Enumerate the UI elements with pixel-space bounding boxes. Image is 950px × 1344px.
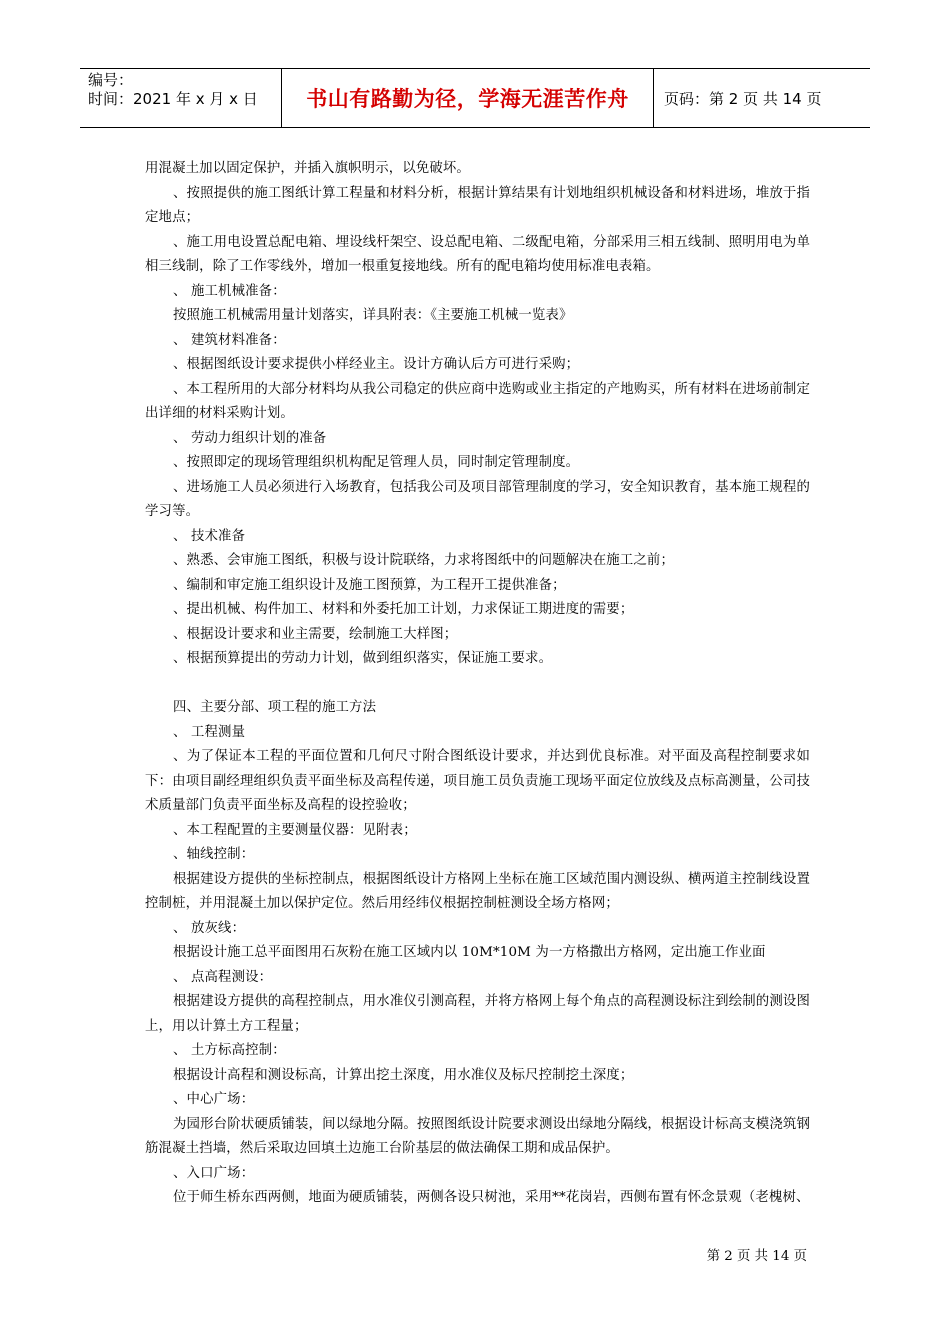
header-page-number: 页码：第 2 页 共 14 页: [664, 89, 822, 108]
body-paragraph: 为园形台阶状硬质铺装，间以绿地分隔。按照图纸设计院要求测设出绿地分隔线，根据设计标高支模浇筑钢筋混凝土挡墙，然后采取边回填土边施工台阶基层的做法确保工期和成品保护。: [145, 1116, 810, 1156]
body-paragraph: 、按照即定的现场管理组织机构配足管理人员，同时制定管理制度。: [173, 455, 580, 470]
body-paragraph: 根据建设方提供的高程控制点，用水准仪引测高程，并将方格网上每个角点的高程测设标注到绘制的测设图上，用以计算土方工程量；: [145, 994, 810, 1034]
doc-time-label: 时间：2021 年 x 月 x 日: [88, 90, 258, 108]
body-paragraph: 、根据设计要求和业主需要，绘制施工大样图；: [173, 626, 458, 642]
body-paragraph: 、入口广场：: [173, 1165, 255, 1181]
body-paragraph: 、中心广场：: [173, 1092, 255, 1107]
body-paragraph: 、 施工机械准备：: [173, 283, 286, 299]
document-body: [145, 157, 810, 1211]
body-paragraph: 、本工程配置的主要测量仪器：见附表；: [173, 822, 417, 838]
page-header: [80, 68, 870, 128]
paragraph-spacer: [145, 672, 810, 697]
body-paragraph: 、 土方标高控制：: [173, 1043, 286, 1058]
body-paragraph: 、 点高程测设：: [173, 969, 273, 985]
body-paragraph: 、轴线控制：: [173, 847, 255, 862]
body-paragraph: 、 建筑材料准备：: [173, 332, 286, 348]
body-paragraph: 、提出机械、构件加工、材料和外委托加工计划，力求保证工期进度的需要；: [173, 602, 634, 617]
header-motto: 书山有路勤为径，学海无涯苦作舟: [282, 69, 654, 127]
body-paragraph: 、根据图纸设计要求提供小样经业主。设计方确认后方可进行采购；: [173, 357, 580, 372]
body-paragraph: 四、主要分部、项工程的施工方法: [173, 700, 377, 715]
header-meta: [80, 69, 282, 127]
body-paragraph: 根据设计高程和测设标高，计算出挖土深度，用水准仪及标尺控制挖土深度；: [173, 1067, 634, 1083]
body-paragraph: 、 放灰线：: [173, 920, 246, 936]
body-paragraph: 按照施工机械需用量计划落实，详具附表：《主要施工机械一览表》: [173, 308, 573, 323]
body-paragraph: 、为了保证本工程的平面位置和几何尺寸附合图纸设计要求，并达到优良标准。对平面及高程控制要求如下：由项目副经理组织负责平面坐标及高程传递，项目施工员负责施工现场平面定位放线及点标高测量，公司技术质量部门负责平面坐标及高程的设控验收；: [145, 749, 810, 813]
body-paragraph: 、进场施工人员必须进行入场教育，包括我公司及项目部管理制度的学习，安全知识教育，基本施工规程的学习等。: [145, 479, 810, 519]
body-paragraph: 、施工用电设置总配电箱、埋设线杆架空、设总配电箱、二级配电箱，分部采用三相五线制、照明用电为单相三线制，除了工作零线外，增加一根重复接地线。所有的配电箱均使用标准电表箱。: [145, 234, 810, 274]
body-paragraph: 根据设计施工总平面图用石灰粉在施工区域内以 10M*10M 为一方格撒出方格网，定出施工作业面: [173, 945, 766, 960]
body-paragraph: 用混凝土加以固定保护，并插入旗帜明示，以免破坏。: [145, 161, 470, 176]
body-paragraph: 位于师生桥东西两侧，地面为硬质铺装，两侧各设只树池，采用**花岗岩，西侧布置有怀念景观（老槐树、: [173, 1190, 810, 1205]
body-paragraph: 、根据预算提出的劳动力计划，做到组织落实，保证施工要求。: [173, 651, 553, 666]
body-paragraph: 、编制和审定施工组织设计及施工图预算，为工程开工提供准备；: [173, 577, 566, 593]
body-paragraph: 、本工程所用的大部分材料均从我公司稳定的供应商中选购或业主指定的产地购买，所有材料在进场前制定出详细的材料采购计划。: [145, 381, 810, 421]
body-paragraph: 、熟悉、会审施工图纸，积极与设计院联络，力求将图纸中的问题解决在施工之前；: [173, 553, 675, 568]
body-paragraph: 、 劳动力组织计划的准备: [173, 430, 327, 446]
body-paragraph: 、 技术准备: [173, 528, 246, 544]
body-paragraph: 、 工程测量: [173, 724, 246, 740]
body-paragraph: 、按照提供的施工图纸计算工程量和材料分析，根据计算结果有计划地组织机械设备和材料进场，堆放于指定地点；: [145, 185, 810, 225]
doc-code-label: 编号：: [88, 71, 134, 89]
page-footer: 第 2 页 共 14 页: [706, 1249, 807, 1264]
body-paragraph: 根据建设方提供的坐标控制点，根据图纸设计方格网上坐标在施工区域范围内测设纵、横两道主控制线设置控制桩，并用混凝土加以保护定位。然后用经纬仪根据控制桩测设全场方格网；: [145, 871, 810, 911]
